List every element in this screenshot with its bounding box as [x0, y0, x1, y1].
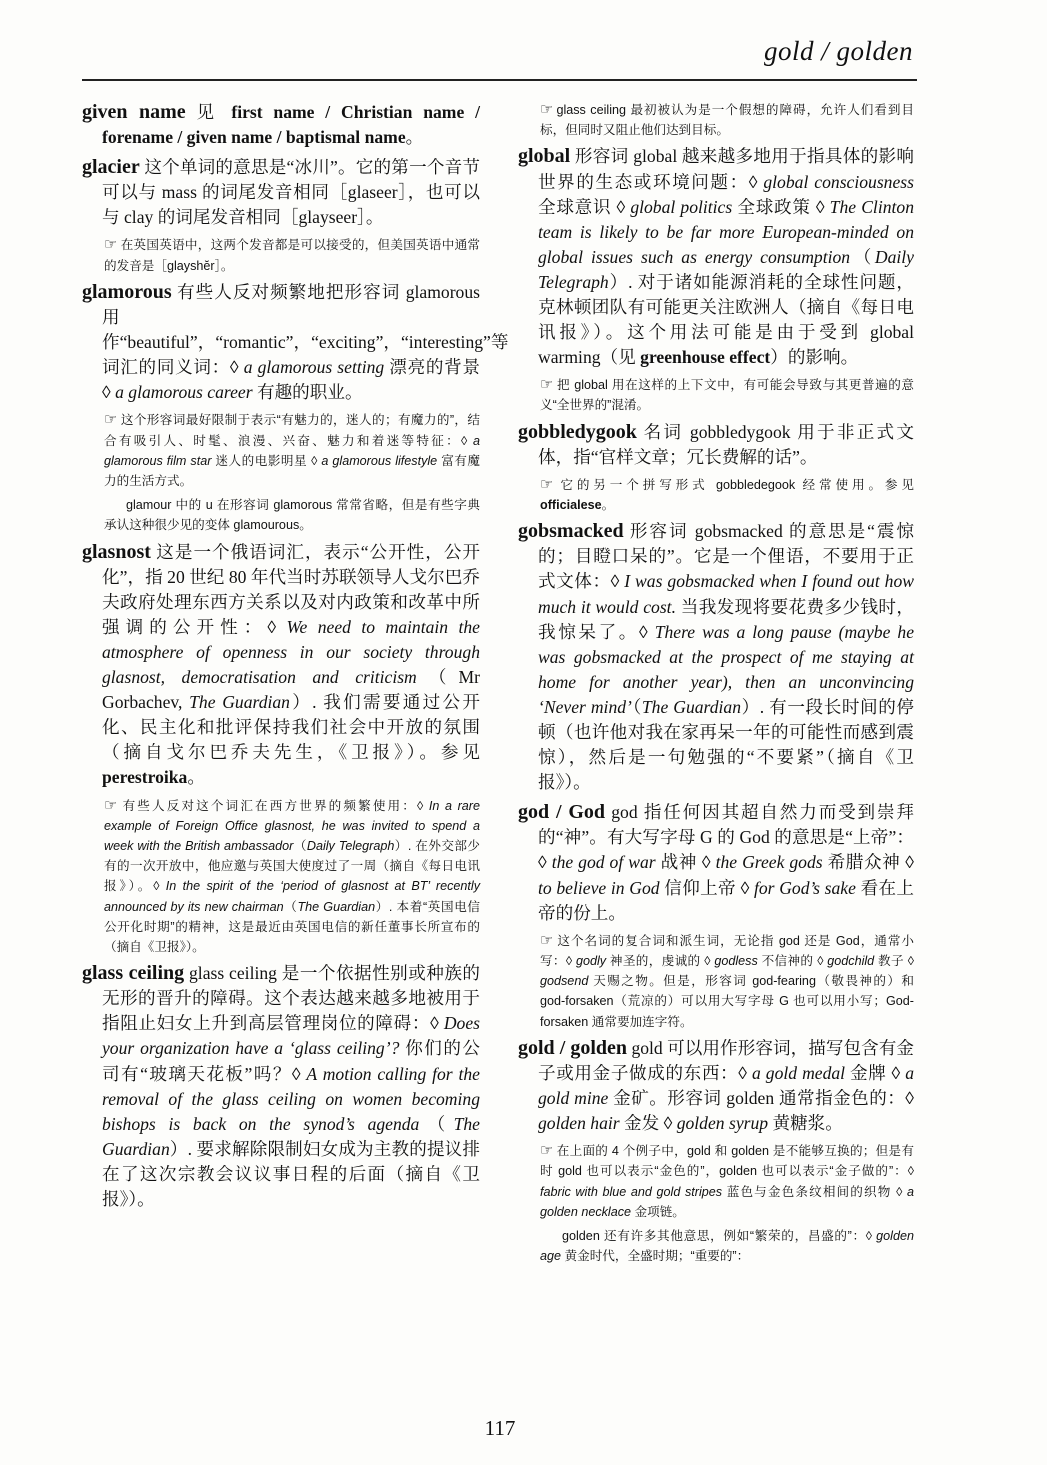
- usage-note: ☞ 这个形容词最好限制于表示“有魅力的，迷人的；有魔力的”，结合有吸引人、时髦、浪漫、兴奋、魅力和着迷等特征：◊ a glamorous film star 迷人的电影明星 ◊ a glamorous lifestyle 富有魔力的生活方式。: [104, 411, 480, 488]
- running-head: gold / golden: [764, 36, 913, 66]
- usage-note: ☞ 有些人反对这个词汇在西方世界的频繁使用：◊ In a rare example of Foreign Office glasnost, he was invited to spend a week with the British ambassador（Daily Telegraph）. 在外交部少有的一次开放中，他应邀与英国大使度过了一周（摘自《每日电讯报》）。◊ In the spirit of the ‘period of glasnost at BT’ recently announced by its new chairman（The Guardian）. 本着“英国电信公开化时期”的精神，这是最近由英国电信的新任董事长所宣布的（摘自《卫报》）。: [104, 796, 481, 954]
- header-rule: [82, 79, 917, 81]
- entry-gold-golden: gold / golden gold 可以用作形容词，描写包含有金子或用金子做成的东西：◊ a gold medal 金牌 ◊ a gold mine 金矿。形容词 golden 通常指金色的：◊ golden hair 金发 ◊ golden syrup 黄糖浆。: [518, 1036, 914, 1134]
- source: The Guardian: [641, 696, 742, 717]
- example: a glamorous career: [115, 382, 253, 403]
- source: The Guardian: [189, 692, 290, 713]
- entry-glasnost: glasnost 这是一个俄语词汇，表示“公开性，公开化”，指 20 世纪 80 年代当时苏联领导人戈尔巴乔夫政府处理东西方关系以及对内政策和改革中所强调的公开性：◊ We need to maintain the atmosphere of openness in our society through glasnost, democratisation and criticism（Mr Gorbachev, The Guardian）. 我们需要通过公开化、民主化和批评保持我们社会中开放的氛围（摘自戈尔巴乔夫先生，《卫报》）。参见 perestroika。: [82, 540, 480, 788]
- example: a glamorous setting: [243, 357, 385, 378]
- example: Does your organization have a ‘glass ceiling’?: [102, 1013, 480, 1059]
- headword: gobbledygook: [518, 420, 637, 443]
- headword: given name: [82, 101, 186, 123]
- usage-note: ☞ 在上面的 4 个例子中，gold 和 golden 是不能够互换的；但是有时 gold 也可以表示“金色的”，golden 也可以表示“金子做的”：◊ fabric with blue and gold stripes 蓝色与金色条纹相间的织物 ◊ a golden necklace 金项链。: [540, 1142, 914, 1219]
- headword: god / God: [518, 801, 606, 824]
- headword: glamorous: [82, 280, 172, 303]
- usage-note: ☞ 它的另一个拼写形式 gobbledegook 经常使用。参见 officialese。: [540, 475, 914, 513]
- entry-gobbledygook: gobbledygook 名词 gobbledygook 用于非正式文体，指“官样文章；冗长费解的话”。: [518, 420, 914, 467]
- source: The Guardian: [102, 1113, 480, 1159]
- entry-given-name: given name 见 first name / Christian name / forename / given name / baptismal name。: [82, 101, 480, 148]
- usage-note-continued: golden 还有许多其他意思，例如“繁荣的，昌盛的”：◊ golden age 黄金时代，全盛时期；“重要的”：: [540, 1228, 914, 1264]
- entry-glamorous: glamorous 有些人反对频繁地把形容词 glamorous 用作“beautiful”，“romantic”，“exciting”，“interesting”等词汇的同义词：◊ a glamorous setting 漂亮的背景 ◊ a glamorous career 有趣的职业。: [82, 280, 509, 403]
- pointing-hand-icon: ☞: [540, 376, 553, 394]
- usage-note-continued: glamour 中的 u 在形容词 glamorous 常常省略，但是有些字典承认这种很少见的变体 glamourous。: [104, 498, 480, 533]
- right-column: [518, 98, 914, 1270]
- example: We need to maintain the atmosphere of openness in our society through glasnost, democratisation and criticism: [102, 616, 480, 688]
- page-number: 117: [484, 1416, 516, 1440]
- entry-gobsmacked: gobsmacked 形容词 gobsmacked 的意思是“震惊的；目瞪口呆的”。它是一个俚语，不要用于正式文体：◊ I was gobsmacked when I found out how much it would cost. 当我发现将要花费多少钱时，我惊呆了。◊ There was a long pause (maybe he was gobsmacked at the prospect of me staying at home for another year), then an unconvincing ‘Never mind’（The Guardian）. 有一段长时间的停顿（也许他对我在家再呆一年的可能性而感到震惊），然后是一句勉强的“不要紧”（摘自《卫报》）。: [518, 520, 915, 793]
- pointing-hand-icon: ☞: [104, 796, 117, 814]
- entry-glacier: glacier 这个单词的意思是“冰川”。它的第一个音节可以与 mass 的词尾发音相同［glaseer］，也可以与 clay 的词尾发音相同［glayseer］。: [82, 156, 480, 228]
- cross-reference: officialese: [540, 498, 602, 513]
- entry-global: global 形容词 global 越来越多地用于指具体的影响世界的生态或环境问题：◊ global consciousness 全球意识 ◊ global politics 全球政策 ◊ The Clinton team is likely to be far more European-minded on global issues such as energy consumption（Daily Telegraph）. 对于诸如能源消耗的全球性问题，克林顿团队有可能更关注欧洲人（摘自《每日电讯报》）。这个用法可能是由于受到 global warming（见 greenhouse effect）的影响。: [518, 145, 914, 368]
- headword: global: [518, 145, 571, 168]
- pointing-hand-icon: ☞: [104, 236, 117, 254]
- cross-reference: perestroika: [102, 767, 188, 788]
- entry-glass-ceiling: glass ceiling glass ceiling 是一个依据性别或种族的无形的晋升的障碍。这个表达越来越多地被用于指阻止妇女上升到高层管理岗位的障碍：◊ Does your organization have a ‘glass ceiling’? 你们的公司有“玻璃天花板”吗？◊ A motion calling for the removal of the glass ceiling on women becoming bishops is back on the synod’s agenda（The Guardian）. 要求解除限制妇女成为主教的提议排在了这次宗教会议议事日程的后面（摘自《卫报》）。: [82, 962, 480, 1209]
- headword: glass ceiling: [82, 962, 185, 985]
- cross-reference: greenhouse effect: [640, 347, 771, 368]
- headword: gobsmacked: [518, 520, 624, 543]
- usage-note: ☞ glass ceiling 最初被认为是一个假想的障碍，允许人们看到目标，但同时又阻止他们达到目标。: [540, 101, 914, 138]
- pointing-hand-icon: ☞: [540, 101, 553, 118]
- left-column: [82, 100, 509, 1217]
- headword: gold / golden: [518, 1036, 627, 1059]
- usage-note: ☞ 在英国英语中，这两个发音都是可以接受的，但美国英语中通常的发音是［glayshĕr］。: [104, 236, 480, 273]
- headword: glasnost: [82, 540, 151, 563]
- source: Daily Telegraph: [538, 246, 914, 292]
- pointing-hand-icon: ☞: [540, 931, 553, 949]
- usage-note: ☞ 这个名词的复合词和派生词，无论指 god 还是 God，通常小写：◊ godly 神圣的，虔诚的 ◊ godless 不信神的 ◊ godchild 教子 ◊ godsend 天赐之物。但是，形容词 god-fearing（敬畏神的）和 god-forsaken（荒凉的）可以用大写字母 G 也可以用小写；God-forsaken 通常要加连字符。: [540, 931, 914, 1029]
- example: A motion calling for the removal of the glass ceiling on women becoming bishops is back on the synod’s agenda: [102, 1063, 480, 1134]
- pointing-hand-icon: ☞: [540, 475, 553, 493]
- pointing-hand-icon: ☞: [104, 411, 117, 429]
- pointing-hand-icon: ☞: [540, 1142, 553, 1160]
- entry-god: god / God god 指任何因其超自然力而受到崇拜的“神”。有大写字母 G 的 God 的意思是“上帝”：◊ the god of war 战神 ◊ the Greek gods 希腊众神 ◊ to believe in God 信仰上帝 ◊ for God’s sake 看在上帝的份上。: [518, 801, 915, 923]
- usage-note: ☞ 把 global 用在这样的上下文中，有可能会导致与其更普遍的意义“全世界的”混淆。: [540, 376, 914, 413]
- headword: glacier: [82, 156, 140, 179]
- cross-reference: first name / Christian name / forename / given name / baptismal name: [102, 102, 480, 148]
